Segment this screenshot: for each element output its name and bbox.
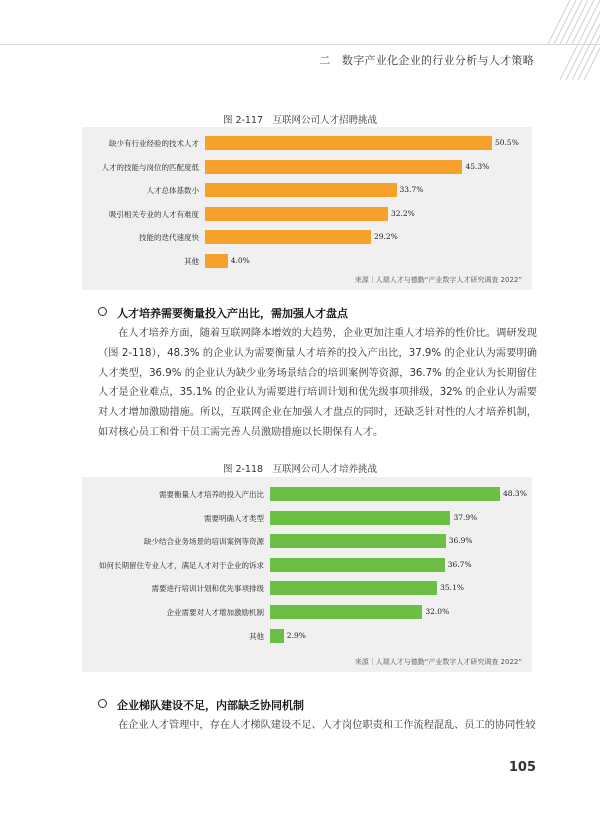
- bar: [270, 629, 284, 643]
- section-2-paragraph: 在企业人才管理中，存在人才梯队建设不足、人才岗位职责和工作流程混乱、员工的协同性较: [118, 720, 536, 731]
- header-stripes: [0, 0, 600, 80]
- bar: [270, 605, 422, 619]
- bullet-circle-icon: [98, 699, 107, 708]
- section-1-paragraph: 在人才培养方面，随着互联网降本增效的大趋势，企业更加注重人才培养的性价比。调研发现（图 2-118），48.3% 的企业认为需要衡量人才培养的投入产出比，37.9% 的企业认为需要明确人才类型，36.9% 的企业认为缺少业务场景结合的培训案例等资源，36.7% 的企业认为长期留住人才是企业难点，35.1% 的企业认为需要进行培训计划和优先级事项排级，32% 的企业认为需要对人才增加激励措施。所以，互联网企业在加强人才盘点的同时，还缺乏针对性的人才培养机制，如对核心员工和骨干员工需完善人员激励措施以长期保有人才。: [98, 328, 537, 438]
- section-heading-2: 企业梯队建设不足，内部缺乏协同机制: [98, 697, 304, 713]
- bar: [270, 487, 500, 501]
- figure-2-title: 图 2-118 互联网公司人才培养挑战: [222, 464, 378, 475]
- bar: [205, 183, 397, 197]
- figure-2-source: 来源｜人瑞人才与德勤“产业数字人才研究调查 2022”: [354, 658, 522, 666]
- page-number: 105: [508, 760, 536, 775]
- bar-value-label: 45.3%: [465, 161, 490, 171]
- bar: [205, 230, 371, 244]
- bar-value-label: 32.0%: [425, 607, 450, 616]
- bar: [270, 581, 437, 595]
- bar: [270, 534, 446, 548]
- bar-value-label: 50.5%: [495, 138, 519, 147]
- figure-2-chart: [82, 477, 532, 672]
- header-rule: [0, 44, 600, 45]
- bar-value-label: 33.7%: [399, 185, 424, 195]
- bar: [270, 511, 450, 525]
- bar-category-label: 需要明确人才类型: [204, 513, 264, 523]
- bar-category-label: 缺少有行业经验的技术人才: [109, 139, 199, 148]
- figure-1-chart: [82, 127, 532, 290]
- bar-category-label: 人才总体基数小: [146, 186, 199, 196]
- bar-category-label: 吸引相关专业的人才有难度: [109, 209, 199, 219]
- bar-category-label: 缺少结合业务场景的培训案例等资源: [144, 537, 264, 547]
- chapter-title: 二 数字产业化企业的行业分析与人才策略: [319, 54, 534, 67]
- section-heading-1: 人才培养需要衡量投入产出比，需加强人才盘点: [98, 305, 348, 321]
- bar-value-label: 2.9%: [286, 630, 306, 640]
- bar-category-label: 其他: [249, 631, 264, 641]
- bar-value-label: 4.0%: [230, 256, 250, 265]
- figure-1-source: 来源｜人瑞人才与德勤“产业数字人才研究调查 2022”: [354, 276, 522, 284]
- bar-value-label: 36.9%: [448, 536, 473, 546]
- bar-value-label: 36.7%: [447, 559, 472, 569]
- bar: [205, 136, 492, 150]
- bar-category-label: 需要衡量人才培养的投入产出比: [159, 490, 264, 499]
- bar-value-label: 32.2%: [390, 208, 415, 218]
- bar: [205, 160, 462, 174]
- bar-category-label: 如何长期留住专业人才，满足人才对于企业的诉求: [99, 560, 264, 570]
- bar: [270, 558, 445, 572]
- bar: [205, 254, 228, 268]
- bullet-circle-icon: [98, 307, 107, 316]
- bar-category-label: 需要进行培训计划和优先事项排级: [151, 584, 264, 594]
- bar-category-label: 技能的迭代速度快: [139, 233, 199, 243]
- bar-category-label: 人才的技能与岗位的匹配度低: [101, 162, 199, 172]
- figure-1-title: 图 2-117 互联网公司人才招聘挑战: [222, 115, 378, 126]
- bar: [205, 207, 388, 221]
- bar-value-label: 37.9%: [453, 512, 478, 522]
- bar-category-label: 企业需要对人才增加激励机制: [166, 608, 264, 617]
- bar-value-label: 29.2%: [373, 232, 398, 242]
- bar-category-label: 其他: [184, 257, 199, 266]
- bar-value-label: 48.3%: [503, 489, 527, 498]
- bar-value-label: 35.1%: [440, 583, 464, 593]
